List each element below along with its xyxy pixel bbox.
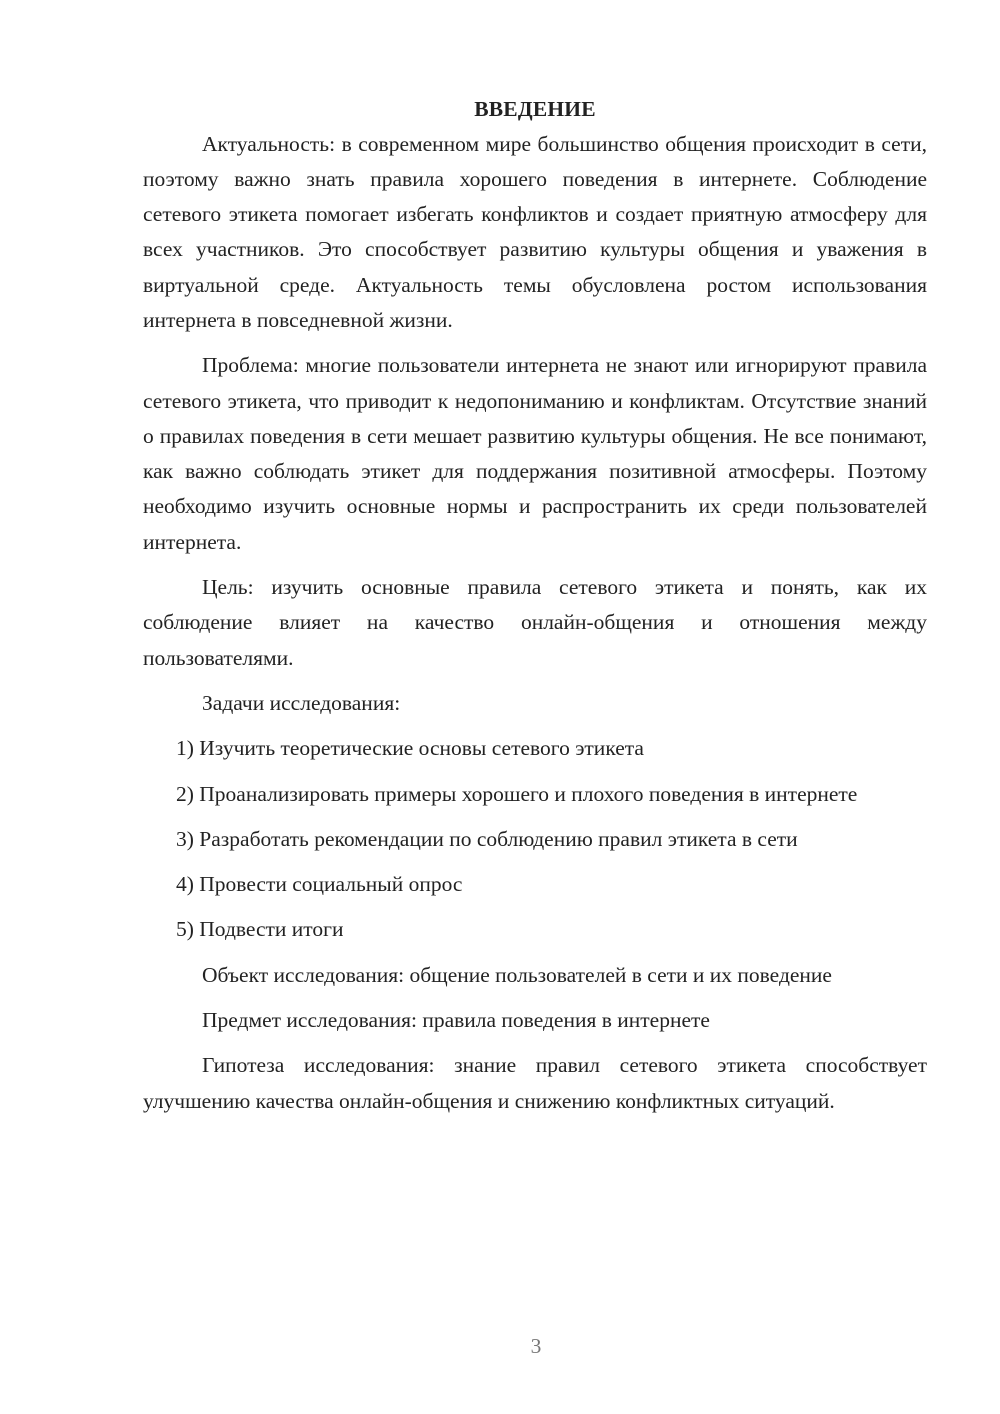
task-item-1: 1) Изучить теоретические основы сетевого этикета bbox=[176, 736, 644, 761]
task-item-3: 3) Разработать рекомендации по соблюдению правил этикета в сети bbox=[176, 826, 798, 851]
task-item-4: 4) Провести социальный опрос bbox=[176, 872, 463, 897]
document-page bbox=[143, 92, 927, 1119]
section-title: ВВЕДЕНИЕ bbox=[474, 97, 596, 121]
paragraph-goal: Цель: изучить основные правила сетевого этикета и понять, как их соблюдение влияет на качество онлайн-общения и отношения между пользователями. bbox=[143, 575, 927, 670]
paragraph-subject: Предмет исследования: правила поведения в интернете bbox=[202, 1008, 710, 1033]
paragraph-tasks-heading: Задачи исследования: bbox=[202, 690, 401, 715]
paragraph-hypothesis: Гипотеза исследования: знание правил сетевого этикета способствует улучшению качества онлайн-общения и снижению конфликтных ситуаций. bbox=[143, 1053, 927, 1113]
paragraph-problem: Проблема: многие пользователи интернета не знают или игнорируют правила сетевого этикета, что приводит к недопониманию и конфликтам. Отсутствие знаний о правилах поведения в сети мешает развитию культуры общения. Не все понимают, как важно соблюдать этикет для поддержания позитивной атмосферы. Поэтому необходимо изучить основные нормы и распространить их среди пользователей интернета. bbox=[143, 353, 927, 554]
paragraph-relevance: Актуальность: в современном мире большинство общения происходит в сети, поэтому важно знать правила хорошего поведения в интернете. Соблюдение сетевого этикета помогает избегать конфликтов и создает приятную атмосферу для всех участников. Это способствует развитию культуры общения и уважения в виртуальной среде. Актуальность темы обусловлена ростом использования интернета в повседневной жизни. bbox=[143, 131, 927, 332]
page-number: 3 bbox=[530, 1334, 542, 1358]
task-item-2: 2) Проанализировать примеры хорошего и плохого поведения в интернете bbox=[176, 781, 858, 806]
paragraph-object: Объект исследования: общение пользователей в сети и их поведение bbox=[202, 962, 832, 987]
task-item-5: 5) Подвести итоги bbox=[176, 917, 344, 942]
